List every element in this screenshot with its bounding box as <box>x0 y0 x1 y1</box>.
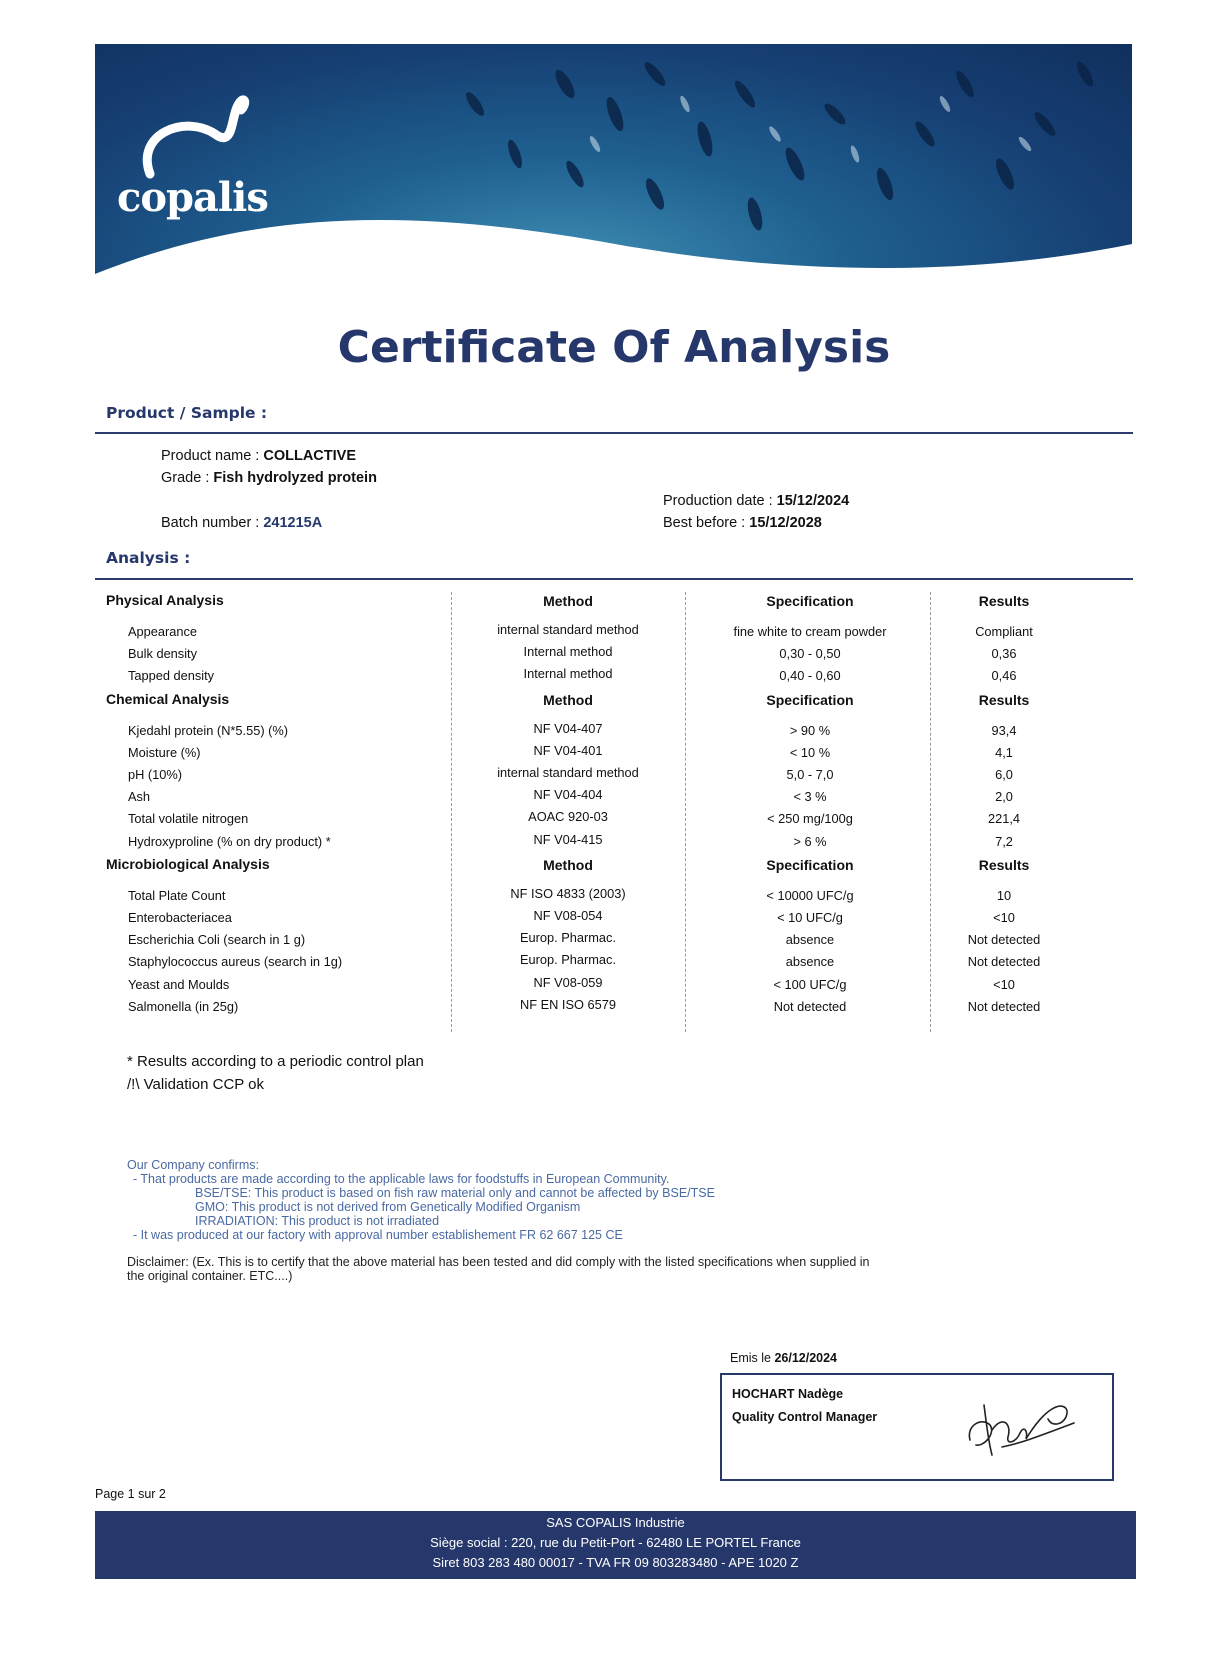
signature-box <box>720 1373 1114 1481</box>
header-banner <box>95 44 1132 280</box>
page-title: Certificate Of Analysis <box>337 322 891 373</box>
product-name-value: COLLACTIVE <box>263 448 356 464</box>
ccp-validation-note: /!\ Validation CCP ok <box>127 1076 265 1093</box>
analysis-result: <10 <box>993 910 1015 925</box>
fish-school-illustration <box>95 44 1132 280</box>
analysis-group-title: Chemical Analysis <box>106 690 230 707</box>
issued-date-line <box>730 1351 837 1365</box>
column-header-specification: Specification <box>766 856 854 873</box>
analysis-specification: < 100 UFC/g <box>773 976 847 992</box>
production-date-value: 15/12/2024 <box>776 493 850 509</box>
analysis-parameter: Total volatile nitrogen <box>128 811 249 827</box>
footer-band <box>95 1511 1136 1579</box>
footer-address: Siège social : 220, rue du Petit-Port - 62480 LE PORTEL France <box>430 1535 801 1550</box>
product-section-rule <box>95 432 1133 434</box>
analysis-specification: < 10000 UFC/g <box>766 887 854 903</box>
batch-line <box>161 515 322 531</box>
analysis-method: Internal method <box>523 644 613 660</box>
column-divider <box>930 592 931 1032</box>
column-header-method: Method <box>543 856 593 873</box>
grade-value: Fish hydrolyzed protein <box>213 470 377 486</box>
disclaimer-block <box>127 1255 870 1283</box>
analysis-specification: 5,0 - 7,0 <box>786 767 834 782</box>
analysis-specification: absence <box>785 932 835 948</box>
analysis-method: NF V04-404 <box>533 787 603 803</box>
analysis-specification: < 10 UFC/g <box>777 910 843 925</box>
analysis-result: 4,1 <box>995 744 1013 760</box>
handwritten-signature <box>962 1385 1082 1465</box>
analysis-parameter: Ash <box>128 789 151 805</box>
analysis-method: NF V08-059 <box>533 974 603 990</box>
column-header-method: Method <box>543 691 593 708</box>
analysis-method: Internal method <box>523 666 613 682</box>
signatory-name: HOCHART Nadège <box>732 1387 844 1401</box>
confirmation-heading: Our Company confirms: <box>127 1158 259 1172</box>
copalis-logo: copalis <box>117 174 268 221</box>
product-section-label: Product / Sample : <box>106 404 268 422</box>
column-header-results: Results <box>978 856 1030 873</box>
analysis-result: 2,0 <box>995 789 1013 805</box>
analysis-specification: < 3 % <box>793 789 827 805</box>
footer-registration: Siret 803 283 480 00017 - TVA FR 09 803283480 - APE 1020 Z <box>432 1555 799 1570</box>
disclaimer-line: Disclaimer: (Ex. This is to certify that the above material has been tested and did comply with the listed specifications when supplied in <box>127 1255 870 1269</box>
analysis-parameter: Escherichia Coli (search in 1 g) <box>128 932 306 948</box>
production-date-label: Production date : <box>663 493 777 509</box>
column-header-results: Results <box>978 593 1030 609</box>
column-header-method: Method <box>543 593 593 609</box>
analysis-method: NF V04-415 <box>533 831 603 847</box>
analysis-parameter: Bulk density <box>128 646 197 662</box>
analysis-result: Compliant <box>975 624 1033 639</box>
production-date-line <box>663 493 849 509</box>
signatory-role: Quality Control Manager <box>732 1410 878 1424</box>
issued-date: 26/12/2024 <box>774 1351 838 1365</box>
best-before-value: 15/12/2028 <box>749 515 822 531</box>
footer-company: SAS COPALIS Industrie <box>546 1515 685 1530</box>
confirmation-line: - It was produced at our factory with approval number establishement FR 62 667 125 CE <box>133 1228 623 1242</box>
column-header-specification: Specification <box>766 691 854 708</box>
product-name-line <box>161 448 356 464</box>
analysis-parameter: Tapped density <box>128 668 215 684</box>
issued-label: Emis le <box>730 1351 775 1365</box>
batch-value: 241215A <box>263 515 323 531</box>
column-header-specification: Specification <box>766 593 854 609</box>
disclaimer-line: the original container. ETC....) <box>127 1269 293 1283</box>
analysis-section-label: Analysis : <box>106 549 191 567</box>
analysis-group-title: Microbiological Analysis <box>106 855 270 872</box>
analysis-method: NF V04-407 <box>533 720 603 736</box>
analysis-specification: fine white to cream powder <box>733 624 887 639</box>
column-divider <box>451 592 452 1032</box>
periodic-control-note: * Results according to a periodic control plan <box>127 1053 424 1070</box>
analysis-result: 0,46 <box>991 668 1017 684</box>
analysis-result: Not detected <box>967 998 1041 1014</box>
analysis-group-title: Physical Analysis <box>106 592 224 608</box>
analysis-method: NF EN ISO 6579 <box>519 996 616 1012</box>
best-before-line <box>663 515 822 531</box>
analysis-parameter: Salmonella (in 25g) <box>128 998 239 1014</box>
analysis-parameter: Moisture (%) <box>128 744 201 760</box>
column-header-results: Results <box>978 691 1030 708</box>
analysis-result: 221,4 <box>987 811 1021 827</box>
analysis-result: Not detected <box>967 954 1041 970</box>
analysis-specification: > 6 % <box>793 833 827 849</box>
batch-label: Batch number : <box>161 515 264 531</box>
column-divider <box>685 592 686 1032</box>
analysis-method: NF V04-401 <box>533 742 603 758</box>
grade-line <box>161 470 377 486</box>
analysis-result: 6,0 <box>995 767 1013 782</box>
analysis-specification: Not detected <box>773 998 847 1014</box>
confirmation-line: BSE/TSE: This product is based on fish raw material only and cannot be affected by BSE/TSE <box>195 1186 715 1200</box>
analysis-result: <10 <box>993 976 1015 992</box>
analysis-specification: < 10 % <box>789 744 831 760</box>
analysis-specification: absence <box>785 954 835 970</box>
grade-label: Grade : <box>161 470 214 486</box>
analysis-parameter: Total Plate Count <box>128 887 226 903</box>
page-indicator: Page 1 sur 2 <box>95 1487 166 1501</box>
analysis-specification: < 250 mg/100g <box>767 811 853 827</box>
analysis-result: 0,36 <box>991 646 1017 662</box>
analysis-result: 10 <box>996 887 1012 903</box>
analysis-method: internal standard method <box>497 765 639 780</box>
analysis-specification: 0,30 - 0,50 <box>779 646 841 662</box>
analysis-method: internal standard method <box>497 622 639 637</box>
copalis-logo-mark <box>147 100 244 174</box>
analysis-parameter: Enterobacteriacea <box>128 910 232 925</box>
analysis-parameter: Kjedahl protein (N*5.55) (%) <box>128 722 289 738</box>
analysis-parameter: Yeast and Moulds <box>128 976 230 992</box>
analysis-result: 7,2 <box>995 833 1013 849</box>
analysis-method: NF ISO 4833 (2003) <box>510 885 626 901</box>
product-name-label: Product name : <box>161 448 264 464</box>
analysis-result: 93,4 <box>991 722 1017 738</box>
confirmation-line: - That products are made according to the applicable laws for foodstuffs in European Community. <box>133 1172 670 1186</box>
confirmation-line: IRRADIATION: This product is not irradiated <box>195 1214 440 1228</box>
analysis-method: AOAC 920-03 <box>528 809 608 825</box>
confirmation-block <box>127 1158 715 1242</box>
analysis-method: Europ. Pharmac. <box>519 952 617 968</box>
best-before-label: Best before : <box>663 515 750 531</box>
analysis-result: Not detected <box>967 932 1041 948</box>
analysis-parameter: Hydroxyproline (% on dry product) * <box>128 833 331 849</box>
analysis-parameter: Appearance <box>128 624 198 639</box>
analysis-section-rule <box>95 578 1133 580</box>
confirmation-line: GMO: This product is not derived from Genetically Modified Organism <box>195 1200 581 1214</box>
analysis-method: NF V08-054 <box>533 908 603 923</box>
analysis-parameter: Staphylococcus aureus (search in 1g) <box>128 954 343 970</box>
analysis-specification: > 90 % <box>789 722 831 738</box>
analysis-parameter: pH (10%) <box>128 767 183 782</box>
analysis-specification: 0,40 - 0,60 <box>779 668 841 684</box>
analysis-method: Europ. Pharmac. <box>519 930 617 946</box>
